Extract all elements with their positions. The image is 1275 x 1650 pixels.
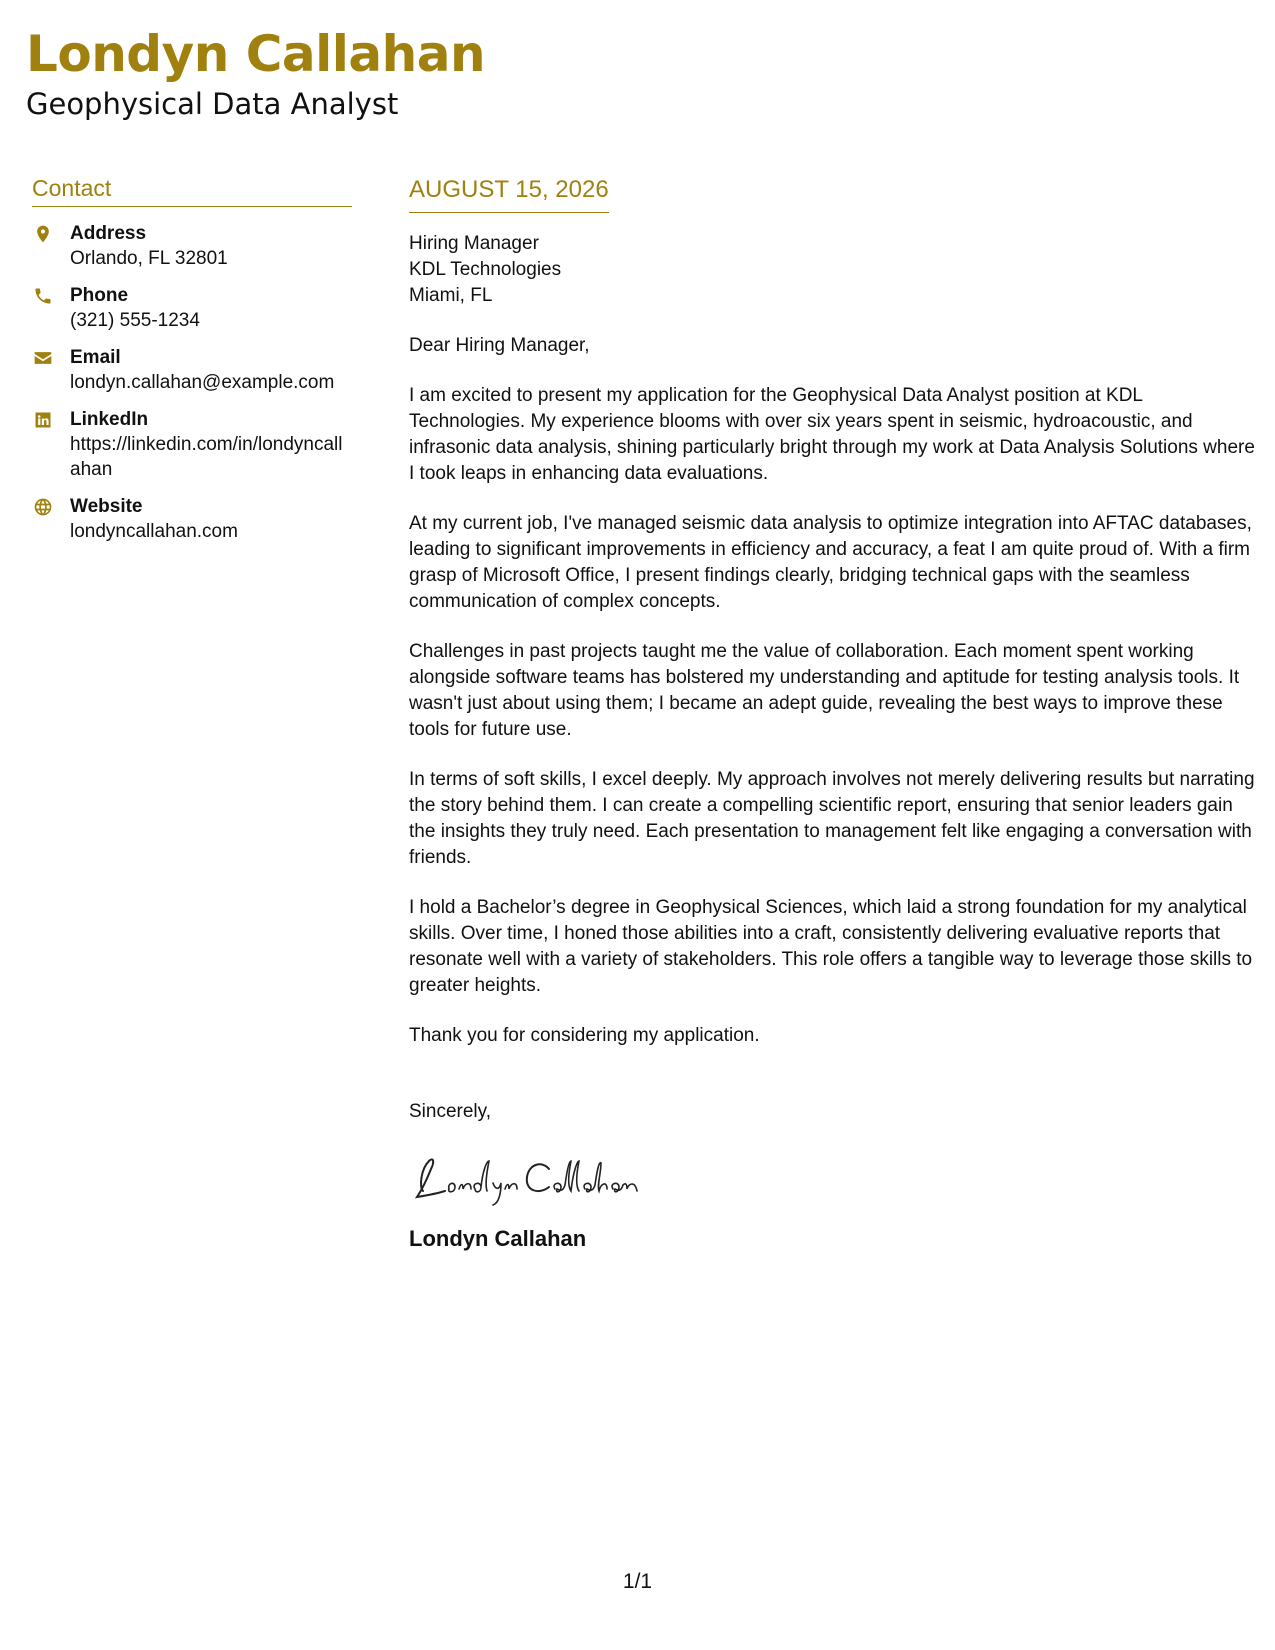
letter-paragraph: At my current job, I've managed seismic data analysis to optimize integration into AFTAC databases, leading to significant improvements in efficiency and accuracy, a feat I am quite proud of. With a firm grasp of Microsoft Office, I present findings clearly, bridging technical gaps with the seamless communication of complex concepts. <box>409 513 1252 612</box>
recipient-line: KDL Technologies <box>409 259 562 280</box>
signature-image <box>409 1147 669 1211</box>
letter-header <box>26 22 485 122</box>
letter-paragraph: I am excited to present my application for the Geophysical Data Analyst position at KDL Technologies. My experience blooms with over six years spent in seismic, hydroacoustic, and infrasonic data analysis, shining particularly bright through my work at Data Analysis Solutions where I took leaps in enhancing data evaluations. <box>409 385 1255 484</box>
globe-icon <box>32 496 54 518</box>
closing: Sincerely, <box>409 1101 492 1122</box>
recipient-line: Hiring Manager <box>409 233 539 254</box>
recipient-block <box>409 231 1259 309</box>
contact-label: Phone <box>70 285 129 306</box>
letter-paragraph: In terms of soft skills, I excel deeply. My approach involves not merely delivering results but narrating the story behind them. I can create a compelling scientific report, ensuring that senior leaders gain the insights they truly need. Each presentation to management felt like engaging a conversation with friends. <box>409 769 1255 868</box>
contact-item-linkedin <box>32 407 352 482</box>
contact-item-website <box>32 494 352 544</box>
letter-paragraph: I hold a Bachelor’s degree in Geophysical Sciences, which laid a strong foundation for my analytical skills. Over time, I honed those abilities into a craft, consistently delivering evaluative reports that resonate well with a variety of stakeholders. This role offers a tangible way to leverage those skills to greater heights. <box>409 897 1253 996</box>
contact-item-phone <box>32 283 352 333</box>
phone-icon <box>32 285 54 307</box>
contact-item-email <box>32 345 352 395</box>
linkedin-icon <box>32 409 54 431</box>
contact-value[interactable]: https://linkedin.com/in/londyncallahan <box>70 434 343 480</box>
contact-label: Website <box>70 496 143 517</box>
contact-value: (321) 555-1234 <box>70 310 200 331</box>
contact-label: Email <box>70 347 121 368</box>
contact-item-address <box>32 221 352 271</box>
map-pin-icon <box>32 223 54 245</box>
contact-label: LinkedIn <box>70 409 149 430</box>
applicant-name: Londyn Callahan <box>26 25 486 83</box>
signed-name: Londyn Callahan <box>409 1226 587 1251</box>
letter-date: AUGUST 15, 2026 <box>409 174 609 213</box>
contact-section-title: Contact <box>32 174 352 207</box>
letter-body <box>409 174 1259 1253</box>
page-number: 1/1 <box>622 1570 653 1593</box>
recipient-line: Miami, FL <box>409 285 493 306</box>
contact-label: Address <box>70 223 147 244</box>
handwritten-signature <box>409 1147 1259 1211</box>
envelope-icon <box>32 347 54 369</box>
salutation: Dear Hiring Manager, <box>409 335 590 356</box>
letter-paragraph: Challenges in past projects taught me the value of collaboration. Each moment spent working alongside software teams has bolstered my understanding and aptitude for testing analysis tools. It wasn't just about using them; I became an adept guide, revealing the best ways to improve these tools for future use. <box>409 641 1240 740</box>
contact-value[interactable]: londyncallahan.com <box>70 521 238 542</box>
applicant-job-title: Geophysical Data Analyst <box>26 87 399 121</box>
contact-value[interactable]: londyn.callahan@example.com <box>70 372 335 393</box>
letter-paragraph: Thank you for considering my application. <box>409 1025 760 1046</box>
contact-sidebar <box>32 174 352 556</box>
contact-value: Orlando, FL 32801 <box>70 248 228 269</box>
